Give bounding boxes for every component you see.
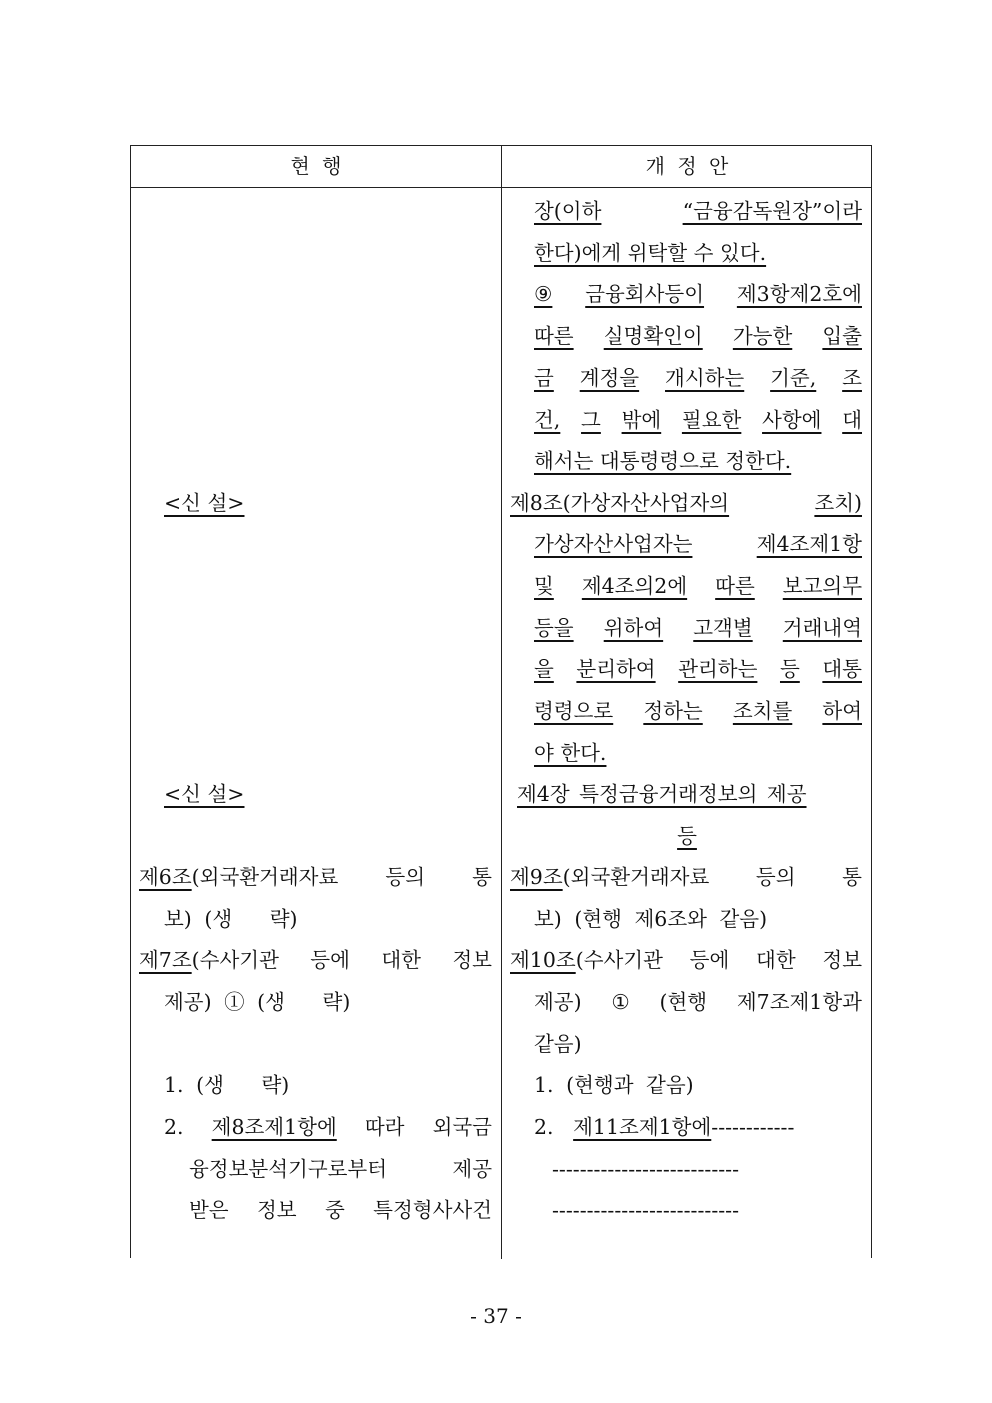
proposed-text-line: 건, 그 밖에 필요한 사항에 대 (534, 408, 862, 432)
item-1: 1. (생 략) (164, 1073, 290, 1097)
proposed-text-line: 금 계정을 개시하는 기준, 조 (534, 366, 862, 390)
new-clause-placeholder: <신 설> (164, 491, 245, 515)
proposed-article-10-text: 같음) (534, 1032, 582, 1056)
header-current: 현 행 (290, 154, 342, 178)
proposed-text-line: 령령으로 정하는 조치를 하여 (534, 699, 862, 723)
article-number: 제7조 (139, 948, 192, 972)
article-7-text: 제공) ① (생 략) (164, 990, 351, 1014)
proposed-article-8-heading: 제8조(가상자산사업자의 조치) (510, 491, 862, 515)
proposed-text-line: 을 분리하여 관리하는 등 대통 (534, 657, 862, 681)
proposed-item-2-dashes: --------------------------- (552, 1198, 740, 1222)
column-divider (501, 146, 502, 1259)
chapter-4-title-continued: 등 (677, 824, 697, 848)
item-2-continued: 받은 정보 중 특정형사사건 (189, 1198, 492, 1222)
proposed-article-9-heading: 제9조(외국환거래자료 등의 통 (510, 865, 862, 889)
proposed-text-line: 따른 실명확인이 가능한 입출 (534, 324, 862, 348)
article-number: 제9조 (510, 865, 563, 889)
proposed-article-10-heading: 제10조(수사기관 등에 대한 정보 (510, 948, 862, 972)
proposed-item-2-dashes: --------------------------- (552, 1157, 740, 1181)
proposed-article-10-text: 제공) ① (현행 제7조제1항과 (534, 990, 862, 1014)
comparison-table (130, 145, 872, 1258)
article-number: 제6조 (139, 865, 192, 889)
article-7-heading: 제7조(수사기관 등에 대한 정보 (139, 948, 492, 972)
proposed-article-9-text: 보) (현행 제6조와 같음) (534, 907, 768, 931)
item-2-continued: 융정보분석기구로부터 제공 (189, 1157, 492, 1181)
article-number: 제10조 (510, 948, 576, 972)
item-2: 2. 제8조제1항에 따라 외국금 (164, 1115, 492, 1139)
article-6-text: 보) (생 략) (164, 907, 298, 931)
proposed-item-1: 1. (현행과 같음) (534, 1073, 694, 1097)
proposed-item-2: 2. 제11조제1항에------------ (534, 1115, 795, 1139)
new-clause-placeholder: <신 설> (164, 782, 245, 806)
proposed-text-line: 한다)에게 위탁할 수 있다. (534, 241, 767, 265)
proposed-text-line: 등을 위하여 고객별 거래내역 (534, 616, 862, 640)
proposed-text-line: 야 한다. (534, 741, 607, 765)
article-6-heading: 제6조(외국환거래자료 등의 통 (139, 865, 492, 889)
proposed-text-line: 및 제4조의2에 따른 보고의무 (534, 574, 862, 598)
proposed-text-line: 해서는 대통령령으로 정한다. (534, 449, 792, 473)
header-proposed: 개 정 안 (645, 154, 729, 178)
chapter-4-title: 제4장 특정금융거래정보의 제공 (517, 782, 807, 806)
page-number: - 37 - (470, 1304, 522, 1328)
proposed-paragraph-9: ⑨ 금융회사등이 제3항제2호에 (534, 282, 862, 306)
proposed-text-line: 가상자산사업자는 제4조제1항 (534, 532, 862, 556)
proposed-text-line: 장(이하 “금융감독원장”이라 (534, 199, 862, 223)
